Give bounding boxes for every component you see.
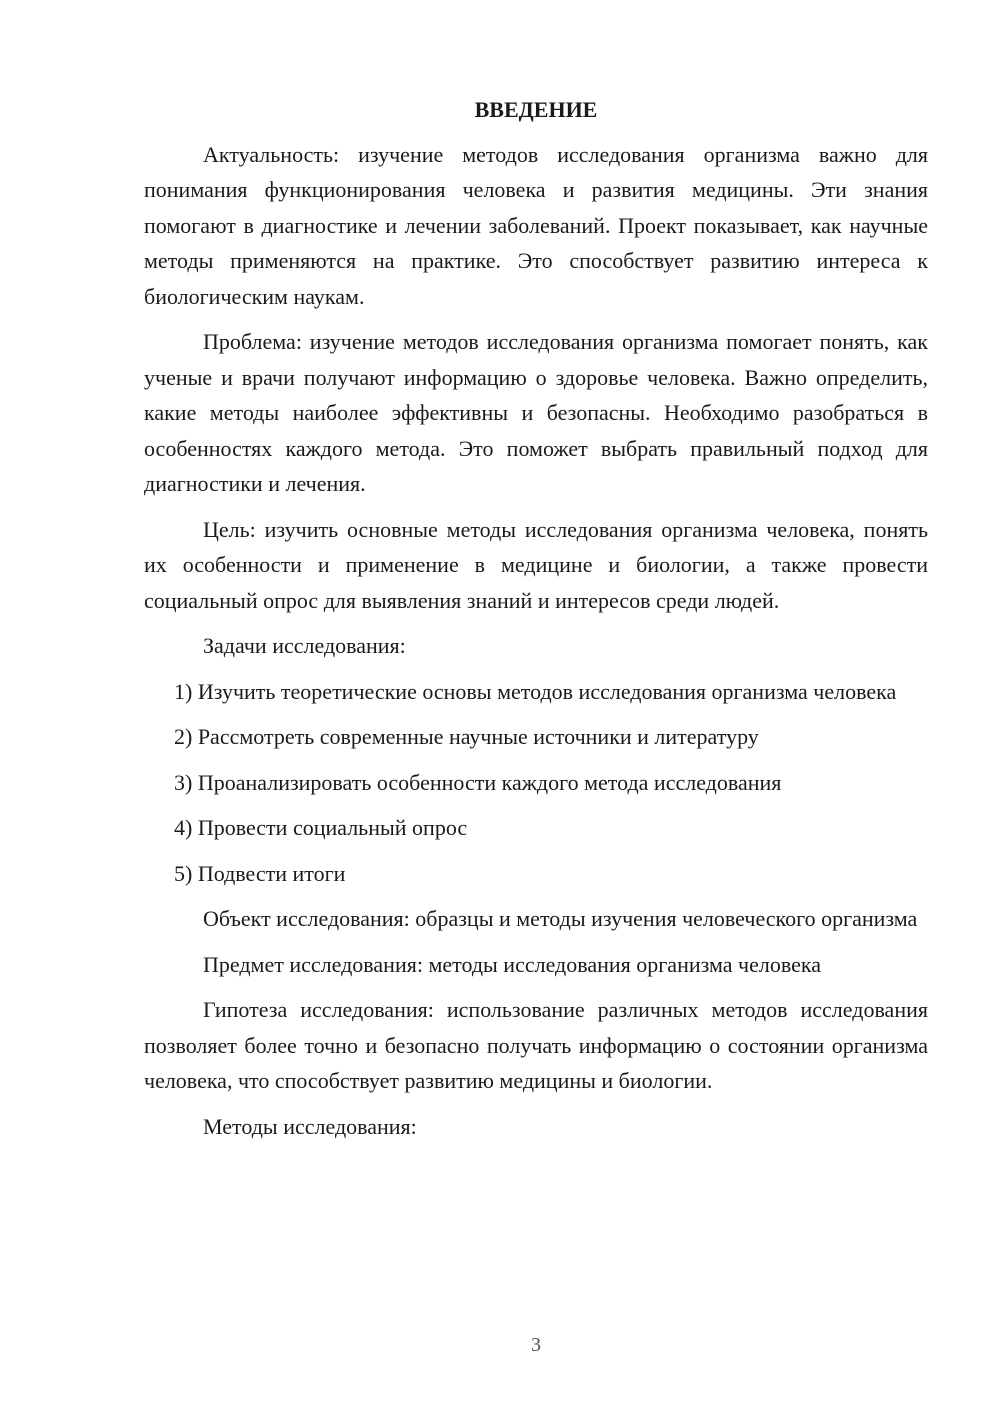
document-body — [144, 92, 928, 1154]
page-title: ВВЕДЕНИЕ — [474, 97, 598, 122]
hypothesis-paragraph: Гипотеза исследования: использование различных методов исследования позволяет более точно и безопасно получать информацию о состоянии организма человека, что способствует развитию медицины и биологии. — [144, 997, 928, 1093]
page-number: 3 — [531, 1334, 541, 1356]
subject-paragraph: Предмет исследования: методы исследования организма человека — [203, 951, 821, 977]
tasks-list — [144, 674, 928, 892]
goal-paragraph: Цель: изучить основные методы исследования организма человека, понять их особенности и применение в медицине и биологии, а также провести социальный опрос для выявления знаний и интересов среди людей. — [144, 516, 928, 613]
relevance-paragraph: Актуальность: изучение методов исследования организма важно для понимания функционирования человека и развития медицины. Эти знания помогают в диагностике и лечении заболеваний. Проект показывает, как научные методы применяются на практике. Это способствует развитию интереса к биологическим наукам. — [144, 141, 928, 309]
task-item: 1) Изучить теоретические основы методов исследования организма человека — [174, 678, 897, 704]
task-item: 5) Подвести итоги — [174, 860, 346, 886]
task-item: 3) Проанализировать особенности каждого метода исследования — [174, 769, 782, 795]
task-item: 4) Провести социальный опрос — [174, 815, 468, 840]
tasks-heading: Задачи исследования: — [203, 633, 406, 658]
methods-heading: Методы исследования: — [203, 1113, 417, 1139]
problem-paragraph: Проблема: изучение методов исследования организма помогает понять, как ученые и врачи получают информацию о здоровье человека. Важно определить, какие методы наиболее эффективны и безопасны. Необходимо разобраться в особенностях каждого метода. Это поможет выбрать правильный подход для диагностики и лечения. — [144, 329, 928, 496]
object-paragraph: Объект исследования: образцы и методы изучения человеческого организма — [203, 906, 918, 931]
task-item: 2) Рассмотреть современные научные источники и литературу — [174, 724, 759, 749]
